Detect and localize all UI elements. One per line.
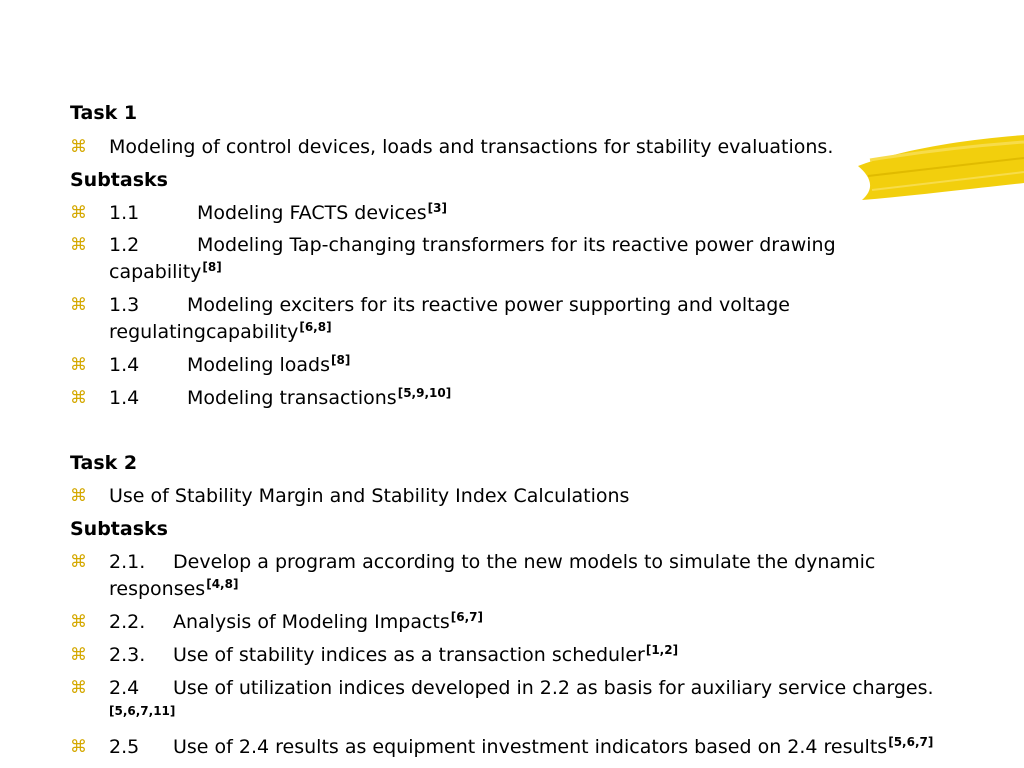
reference: [3] bbox=[427, 201, 447, 215]
bullet-icon: ⌘ bbox=[70, 612, 87, 632]
bullet-icon: ⌘ bbox=[70, 203, 87, 223]
subtask-text: Modeling FACTS devices bbox=[197, 202, 427, 224]
bullet-icon: ⌘ bbox=[70, 486, 87, 506]
subtask-text: Modeling exciters for its reactive power supporting and voltage bbox=[187, 294, 790, 316]
subtask-1-4-loads bbox=[109, 353, 350, 379]
task2-subtasks-title: Subtasks bbox=[70, 518, 168, 540]
subtask-text: Use of 2.4 results as equipment investment indicators based on 2.4 results bbox=[173, 736, 888, 758]
reference: [6,7] bbox=[450, 610, 483, 624]
subtask-text-continued: capability bbox=[109, 261, 202, 283]
bullet-icon: ⌘ bbox=[70, 737, 87, 757]
subtask-2-2 bbox=[109, 610, 483, 636]
reference: [5,6,7] bbox=[888, 735, 934, 749]
subtask-text: Analysis of Modeling Impacts bbox=[173, 611, 450, 633]
subtask-text-continued: responses bbox=[109, 578, 206, 600]
subtask-text: Modeling Tap-changing transformers for its reactive power drawing bbox=[197, 234, 836, 256]
subtask-text: Modeling transactions bbox=[187, 387, 397, 409]
bullet-icon: ⌘ bbox=[70, 295, 87, 315]
subtask-text-continued: regulatingcapability bbox=[109, 321, 299, 343]
subtask-number: 2.5 bbox=[109, 736, 140, 758]
subtask-text: Use of stability indices as a transaction scheduler bbox=[173, 644, 645, 666]
subtask-1-3 bbox=[109, 293, 790, 317]
subtask-2-1-continuation bbox=[109, 577, 238, 603]
reference: [1,2] bbox=[645, 643, 679, 657]
subtask-text: Modeling loads bbox=[187, 354, 330, 376]
task1-title: Task 1 bbox=[70, 102, 138, 124]
bullet-icon: ⌘ bbox=[70, 645, 87, 665]
subtask-number: 2.1. bbox=[109, 551, 146, 573]
subtask-1-2 bbox=[109, 233, 836, 257]
subtask-2-4 bbox=[109, 676, 934, 700]
subtask-1-2-continuation bbox=[109, 260, 222, 286]
subtask-text: Develop a program according to the new models to simulate the dynamic bbox=[173, 551, 876, 573]
subtask-number: 1.2 bbox=[109, 234, 140, 256]
subtask-number: 1.3 bbox=[109, 294, 140, 316]
subtask-1-1 bbox=[109, 201, 447, 227]
subtask-1-4-transactions bbox=[109, 386, 451, 412]
subtask-2-5 bbox=[109, 735, 933, 761]
subtask-number: 2.4 bbox=[109, 677, 140, 699]
reference: [8] bbox=[202, 260, 222, 274]
reference: [6,8] bbox=[299, 320, 332, 334]
subtask-2-1 bbox=[109, 550, 875, 574]
subtask-2-3 bbox=[109, 643, 678, 669]
subtask-number: 1.1 bbox=[109, 202, 140, 224]
reference: [8] bbox=[330, 353, 351, 367]
bullet-icon: ⌘ bbox=[70, 235, 87, 255]
subtask-number: 1.4 bbox=[109, 387, 140, 409]
subtask-number: 1.4 bbox=[109, 354, 140, 376]
reference: [4,8] bbox=[206, 577, 239, 591]
subtask-number: 2.3. bbox=[109, 644, 146, 666]
bullet-icon: ⌘ bbox=[70, 552, 87, 572]
subtask-text: Use of utilization indices developed in 2.2 as basis for auxiliary service charges. bbox=[173, 677, 934, 699]
bullet-icon: ⌘ bbox=[70, 388, 87, 408]
task2-title: Task 2 bbox=[70, 452, 138, 474]
subtask-2-4-reference: [5,6,7,11] bbox=[109, 704, 176, 718]
task1-subtasks-title: Subtasks bbox=[70, 169, 168, 191]
subtask-1-3-continuation bbox=[109, 320, 332, 346]
bullet-icon: ⌘ bbox=[70, 137, 87, 157]
task1-description: Modeling of control devices, loads and transactions for stability evaluations. bbox=[109, 136, 834, 158]
bullet-icon: ⌘ bbox=[70, 678, 87, 698]
task2-description: Use of Stability Margin and Stability Index Calculations bbox=[109, 485, 630, 507]
reference: [5,9,10] bbox=[397, 386, 452, 400]
subtask-number: 2.2. bbox=[109, 611, 146, 633]
bullet-icon: ⌘ bbox=[70, 355, 87, 375]
